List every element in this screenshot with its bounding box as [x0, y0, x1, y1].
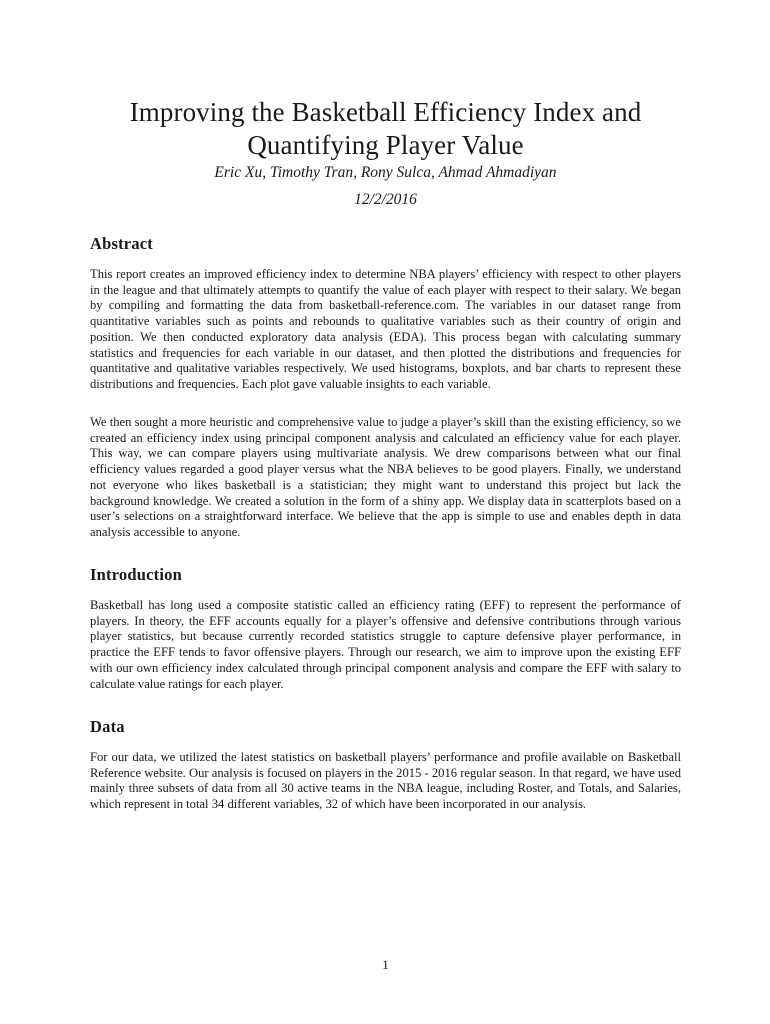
- data-paragraph: For our data, we utilized the latest statistics on basketball players’ performance and profile available on Basketball Reference website. Our analysis is focused on players in the 2015 - 2016 regular season. In that regard, we have used mainly three subsets of data from all 30 active teams in the NBA league, including Roster, and Totals, and Salaries, which represent in total 34 different variables, 32 of which have been incorporated in our analysis.: [90, 750, 681, 812]
- page-number: 1: [382, 957, 389, 972]
- introduction-heading: Introduction: [90, 565, 182, 584]
- title-line-2: Quantifying Player Value: [247, 130, 524, 160]
- abstract-paragraph-2: We then sought a more heuristic and comprehensive value to judge a player’s skill than the existing efficiency, so we created an efficiency index using principal component analysis and calculated an efficiency value for each player. This way, we can compare players using multivariate analysis. We drew comparisons between what our final efficiency values regarded a good player versus what the NBA believes to be good players. Finally, we understand not everyone who likes basketball is a statistician; they might want to understand this project but lack the background knowledge. We created a solution in the form of a shiny app. We display data in scatterplots based on a user’s selections on a straightforward interface. We believe that the app is simple to use and enables depth in data analysis accessible to anyone.: [90, 415, 681, 539]
- author-list: Eric Xu, Timothy Tran, Rony Sulca, Ahmad Ahmadiyan: [214, 164, 557, 181]
- title-line-1: Improving the Basketball Efficiency Index and: [129, 97, 642, 127]
- abstract-heading: Abstract: [90, 234, 153, 253]
- introduction-paragraph: Basketball has long used a composite statistic called an efficiency rating (EFF) to represent the performance of players. In theory, the EFF accounts equally for a player’s offensive and defensive contributions through various player statistics, but because currently recorded statistics struggle to capture defensive player performance, in practice the EFF tends to favor offensive players. Through our research, we aim to improve upon the existing EFF with our own efficiency index calculated through principal component analysis and compare the EFF with salary to calculate value ratings for each player.: [90, 598, 681, 691]
- data-heading: Data: [90, 717, 125, 736]
- paper-title: [90, 96, 681, 162]
- publication-date: 12/2/2016: [354, 191, 417, 208]
- abstract-paragraph-1: This report creates an improved efficiency index to determine NBA players’ efficiency with respect to other players in the league and that ultimately attempts to quantify the value of each player with respect to their salary. We began by compiling and formatting the data from basketball-reference.com. The variables in our dataset range from quantitative variables such as points and rebounds to qualitative variables such as their country of origin and position. We then conducted exploratory data analysis (EDA). This process began with calculating summary statistics and frequencies for each variable in our dataset, and then plotted the distributions and frequencies for quantitative and qualitative variables respectively. We used histograms, boxplots, and bar charts to represent these distributions and frequencies. Each plot gave valuable insights to each variable.: [90, 267, 681, 391]
